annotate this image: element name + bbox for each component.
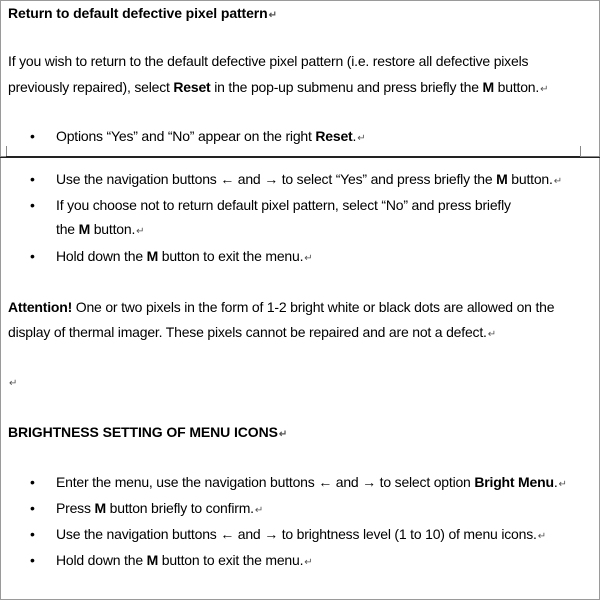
intro-line-1: If you wish to return to the default defective pixel pattern (i.e. restore all defective pixels	[8, 53, 529, 69]
list-item-exit-menu: Hold down the M button to exit the menu.↵	[56, 248, 313, 264]
attention-line-2: display of thermal imager. These pixels cannot be repaired and are not a defect.↵	[8, 324, 496, 340]
paragraph-mark: ↵	[9, 378, 18, 389]
section-title-brightness: BRIGHTNESS SETTING OF MENU ICONS↵	[8, 424, 288, 440]
paragraph-mark: ↵	[487, 329, 496, 340]
section-title-default-pixel: Return to default defective pixel pattern↵	[8, 5, 277, 21]
list-item-exit-menu-2: Hold down the M button to exit the menu.↵	[56, 552, 313, 568]
paragraph-mark: ↵	[553, 176, 562, 187]
bullet-icon: •	[30, 197, 35, 213]
bullet-icon: •	[30, 171, 35, 187]
bullet-icon: •	[30, 526, 35, 542]
list-item-options: Options “Yes” and “No” appear on the right Reset.↵	[56, 128, 366, 144]
paragraph-mark: ↵	[136, 226, 145, 237]
bullet-icon: •	[30, 500, 35, 516]
bullet-icon: •	[30, 128, 35, 144]
bullet-icon: •	[30, 474, 35, 490]
list-item-brightness-level: Use the navigation buttons ← and → to brightness level (1 to 10) of menu icons.↵	[56, 526, 546, 542]
list-item-choose-no: If you choose not to return default pixel pattern, select “No” and press briefly	[56, 197, 511, 213]
paragraph-mark: ↵	[304, 253, 313, 264]
paragraph-mark: ↵	[268, 10, 277, 21]
paragraph-mark: ↵	[537, 531, 546, 542]
margin-marker	[0, 156, 6, 157]
attention-label: Attention!	[8, 299, 73, 315]
paragraph-mark: ↵	[540, 84, 549, 95]
margin-marker	[580, 156, 600, 157]
paragraph-mark: ↵	[278, 429, 288, 440]
attention-line-1: Attention! One or two pixels in the form of 1-2 bright white or black dots are allowed on the	[8, 299, 555, 315]
paragraph-mark: ↵	[254, 505, 264, 516]
page-break-divider	[0, 156, 600, 158]
margin-marker	[580, 146, 581, 156]
margin-marker	[6, 146, 7, 156]
bullet-icon: •	[30, 552, 35, 568]
intro-line-2: previously repaired), select Reset in the pop-up submenu and press briefly the M button.↵	[8, 79, 549, 95]
paragraph-mark: ↵	[558, 479, 567, 490]
list-item-enter-menu: Enter the menu, use the navigation buttons ← and → to select option Bright Menu.↵	[56, 474, 567, 490]
empty-paragraph	[8, 372, 17, 393]
paragraph-mark: ↵	[304, 557, 313, 568]
bullet-icon: •	[30, 248, 35, 264]
list-item-navigate-yes: Use the navigation buttons ← and → to select “Yes” and press briefly the M button.↵	[56, 171, 562, 187]
list-item-choose-no-cont: the M button.↵	[56, 221, 145, 237]
list-item-press-m: Press M button briefly to confirm.↵	[56, 500, 264, 516]
paragraph-mark: ↵	[357, 133, 366, 144]
